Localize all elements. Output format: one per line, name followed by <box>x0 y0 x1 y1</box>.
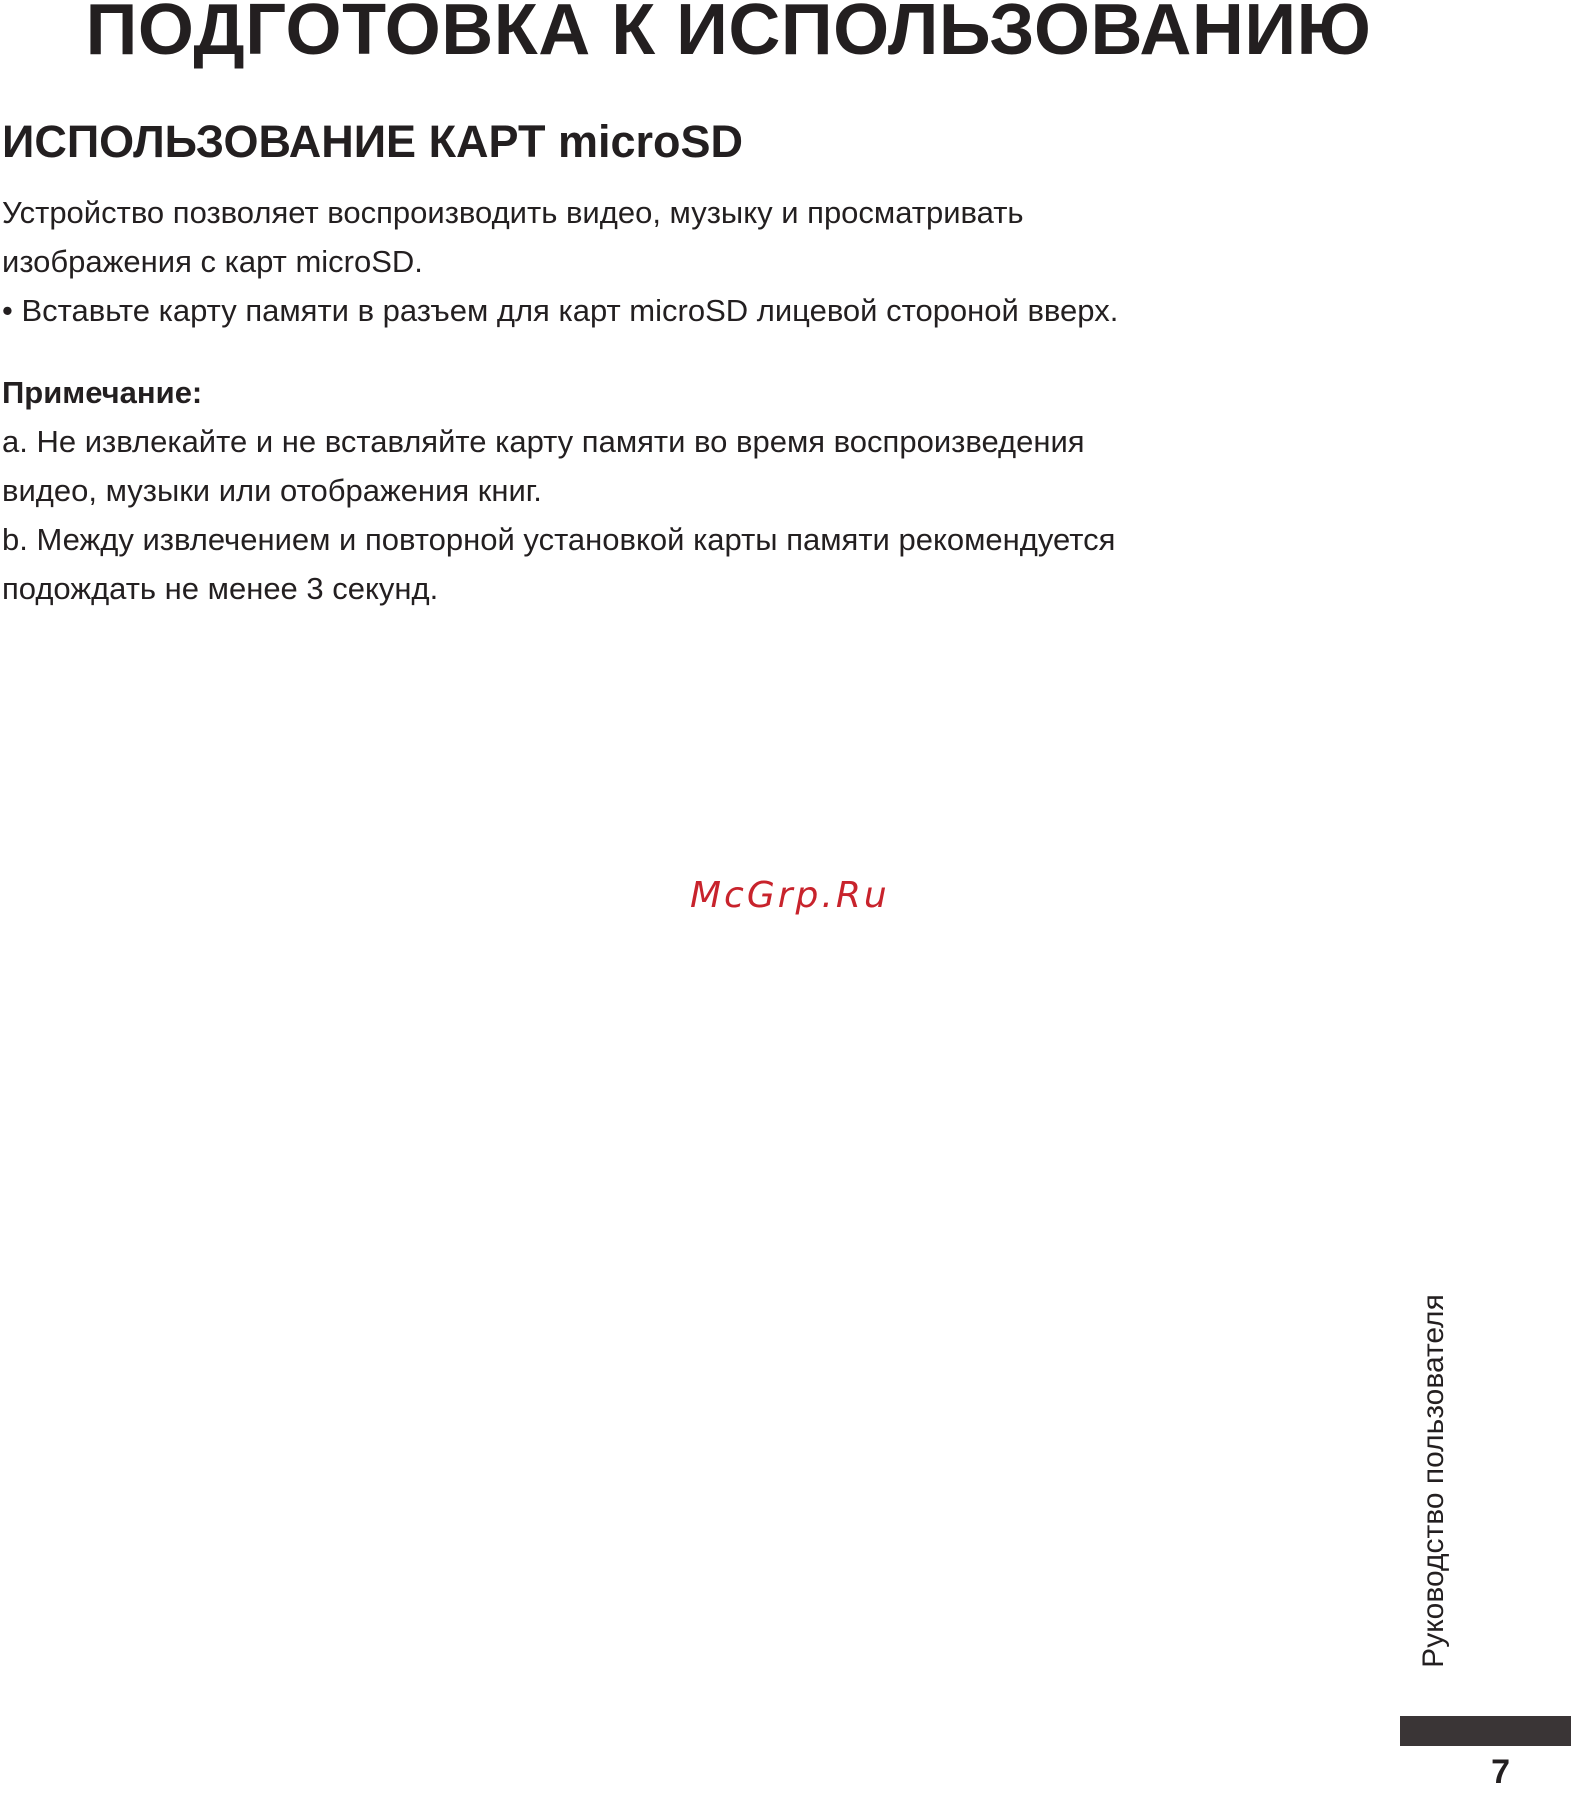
page-title: ПОДГОТОВКА К ИСПОЛЬЗОВАНИЮ <box>85 0 1372 70</box>
section-heading: ИСПОЛЬЗОВАНИЕ КАРТ microSD <box>2 116 744 167</box>
body-line-1: Устройство позволяет воспроизводить видео, музыку и просматривать <box>2 195 1024 230</box>
page-number: 7 <box>1491 1753 1510 1791</box>
footer-bar <box>1400 1716 1571 1746</box>
note-line-4: подождать не менее 3 секунд. <box>2 571 439 606</box>
side-tab <box>1411 1262 1457 1700</box>
note-heading: Примечание: <box>2 375 203 410</box>
note-line-3: b. Между извлечением и повторной установкой карты памяти рекомендуется <box>2 522 1116 557</box>
body-line-2: изображения с карт microSD. <box>2 244 423 279</box>
side-label: Руководство пользователя <box>1417 1294 1450 1668</box>
note-line-1: a. Не извлекайте и не вставляйте карту памяти во время воспроизведения <box>2 424 1085 459</box>
bullet-insert-card: • Вставьте карту памяти в разъем для карт microSD лицевой стороной вверх. <box>2 293 1119 328</box>
watermark: McGrp.Ru <box>690 875 890 916</box>
note-line-2: видео, музыки или отображения книг. <box>2 473 542 508</box>
